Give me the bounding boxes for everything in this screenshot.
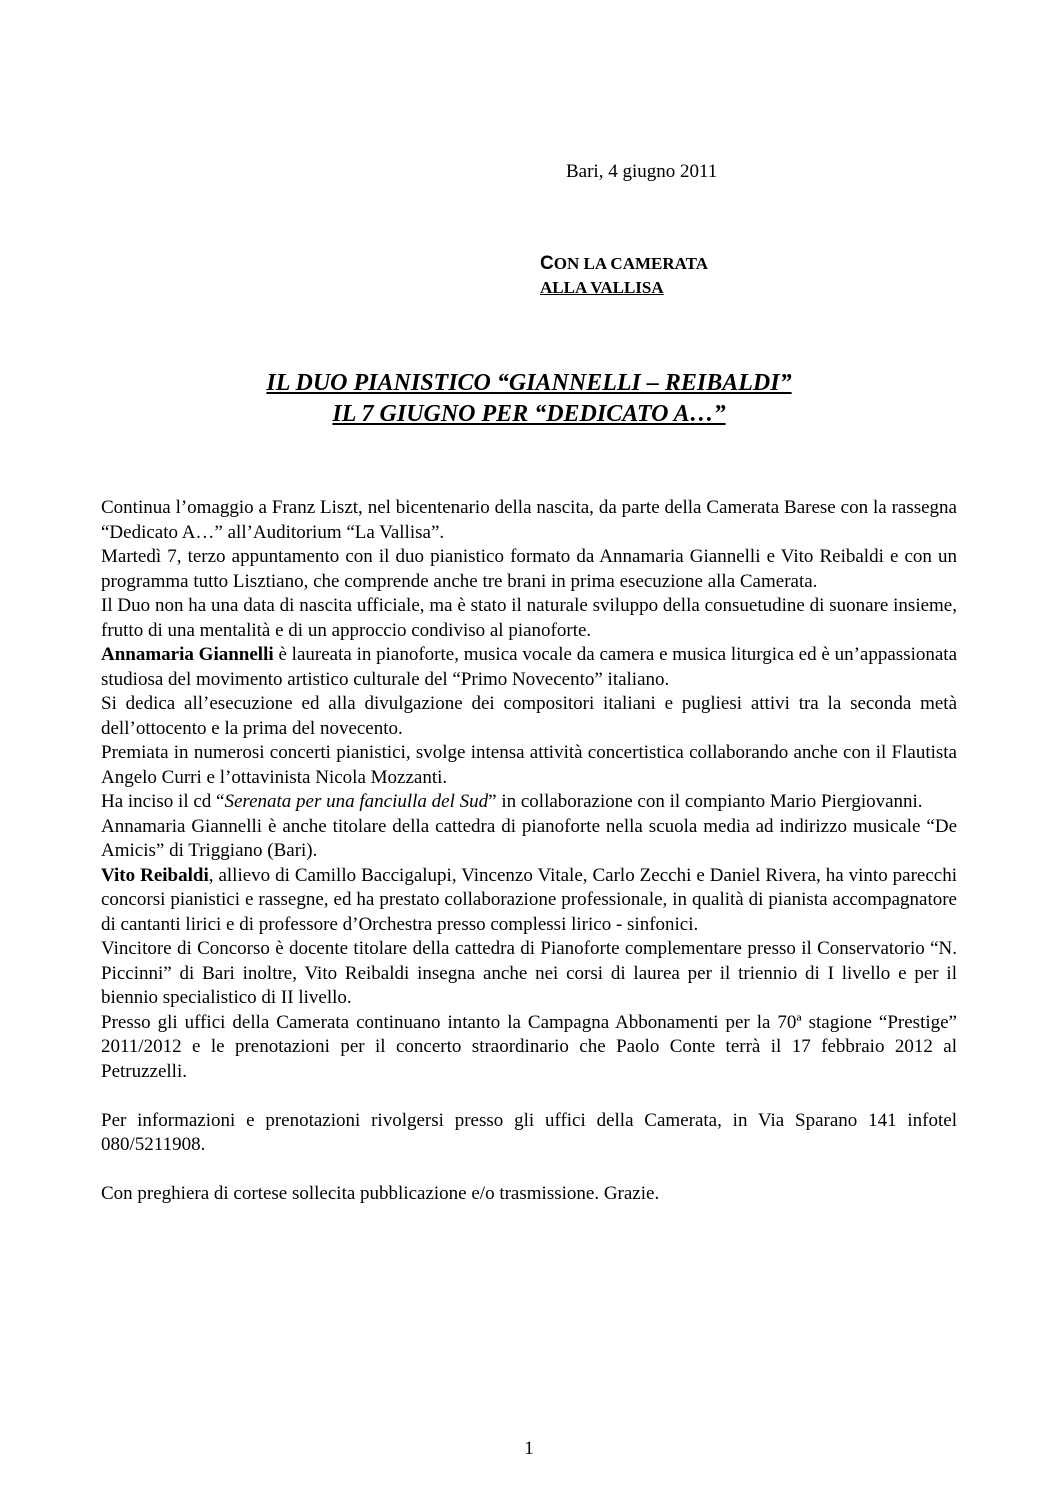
organizer-line1: ON LA CAMERATA <box>553 254 708 273</box>
paragraph-giannelli-awards: Premiata in numerosi concerti pianistici, svolge intensa attività concertistica collaborando anche con il Flautista Angelo Curri e l’ottavinista Nicola Mozzanti. <box>101 742 957 788</box>
paragraph-giannelli-cd <box>101 790 957 815</box>
cd-text-post: ” in collaborazione con il compianto Mario Piergiovanni. <box>488 791 923 812</box>
organizer-line2: ALLA VALLISA <box>540 278 664 297</box>
paragraph-subscriptions: Presso gli uffici della Camerata continuano intanto la Campagna Abbonamenti per la 70ª stagione “Prestige” 2011/2012 e le prenotazioni per il concerto straordinario che Paolo Conte terrà il 17 febbraio 2012 al Petruzzelli. <box>101 1011 957 1082</box>
reibaldi-bio-text: , allievo di Camillo Baccigalupi, Vincenzo Vitale, Carlo Zecchi e Daniel Rivera, ha vinto parecchi concorsi pianistici e rassegne, ed ha prestato collaborazione professionale, in qualità di pianista accompagnatore di cantanti lirici e di professore d’Orchestra presso complessi lirico - sinfonici. <box>101 864 958 935</box>
giannelli-name: Annamaria Giannelli <box>101 644 274 665</box>
organizer-initial: C <box>540 253 554 274</box>
headline-line1: IL DUO PIANISTICO “GIANNELLI – REIBALDI” <box>266 370 792 396</box>
paragraph-closing: Con preghiera di cortese sollecita pubblicazione e/o trasmissione. Grazie. <box>101 1183 660 1204</box>
paragraph-reibaldi-teaching: Vincitore di Concorso è docente titolare della cattedra di Pianoforte complementare presso il Conservatorio “N. Piccinni” di Bari inoltre, Vito Reibaldi insegna anche nei corsi di laurea per il triennio di I livello e per il biennio specialistico di II livello. <box>101 938 957 1008</box>
cd-title: Serenata per una fanciulla del Sud <box>224 791 489 812</box>
paragraph-duo: Il Duo non ha una data di nascita ufficiale, ma è stato il naturale sviluppo della consuetudine di suonare insieme, frutto di una mentalità e di un approccio condiviso al pianoforte. <box>101 595 957 641</box>
organizer-block <box>540 252 708 300</box>
headline-line2: IL 7 GIUGNO PER “DEDICATO A…” <box>332 401 726 427</box>
paragraph-contact-info: Per informazioni e prenotazioni rivolgersi presso gli uffici della Camerata, in Via Sparano 141 infotel 080/5211908. <box>101 1109 957 1155</box>
paragraph-reibaldi-bio <box>101 864 957 938</box>
paragraph-program: Martedì 7, terzo appuntamento con il duo pianistico formato da Annamaria Giannelli e Vito Reibaldi e con un programma tutto Lisztiano, che comprende anche tre brani in prima esecuzione alla Camerata. <box>101 546 957 592</box>
paragraph-giannelli-teaching: Annamaria Giannelli è anche titolare della cattedra di pianoforte nella scuola media ad indirizzo musicale “De Amicis” di Triggiano (Bari). <box>101 815 957 861</box>
document-date: Bari, 4 giugno 2011 <box>566 161 718 182</box>
reibaldi-name: Vito Reibaldi <box>101 864 209 886</box>
paragraph-intro: Continua l’omaggio a Franz Liszt, nel bicentenario della nascita, da parte della Camerata Barese con la rassegna “Dedicato A…” all’Auditorium “La Vallisa”. <box>101 497 957 543</box>
cd-text-pre: Ha inciso il cd “ <box>101 791 225 812</box>
press-release-body <box>101 496 957 1207</box>
headline <box>101 368 957 430</box>
giannelli-bio-text: è laureata in pianoforte, musica vocale da camera e musica liturgica ed è un’appassionata studiosa del movimento artistico culturale del “Primo Novecento” italiano. <box>101 644 958 690</box>
page-number: 1 <box>524 1438 534 1459</box>
paragraph-giannelli-bio <box>101 643 957 692</box>
paragraph-giannelli-focus: Si dedica all’esecuzione ed alla divulgazione dei compositori italiani e pugliesi attivi tra la seconda metà dell’ottocento e la prima del novecento. <box>101 693 957 739</box>
